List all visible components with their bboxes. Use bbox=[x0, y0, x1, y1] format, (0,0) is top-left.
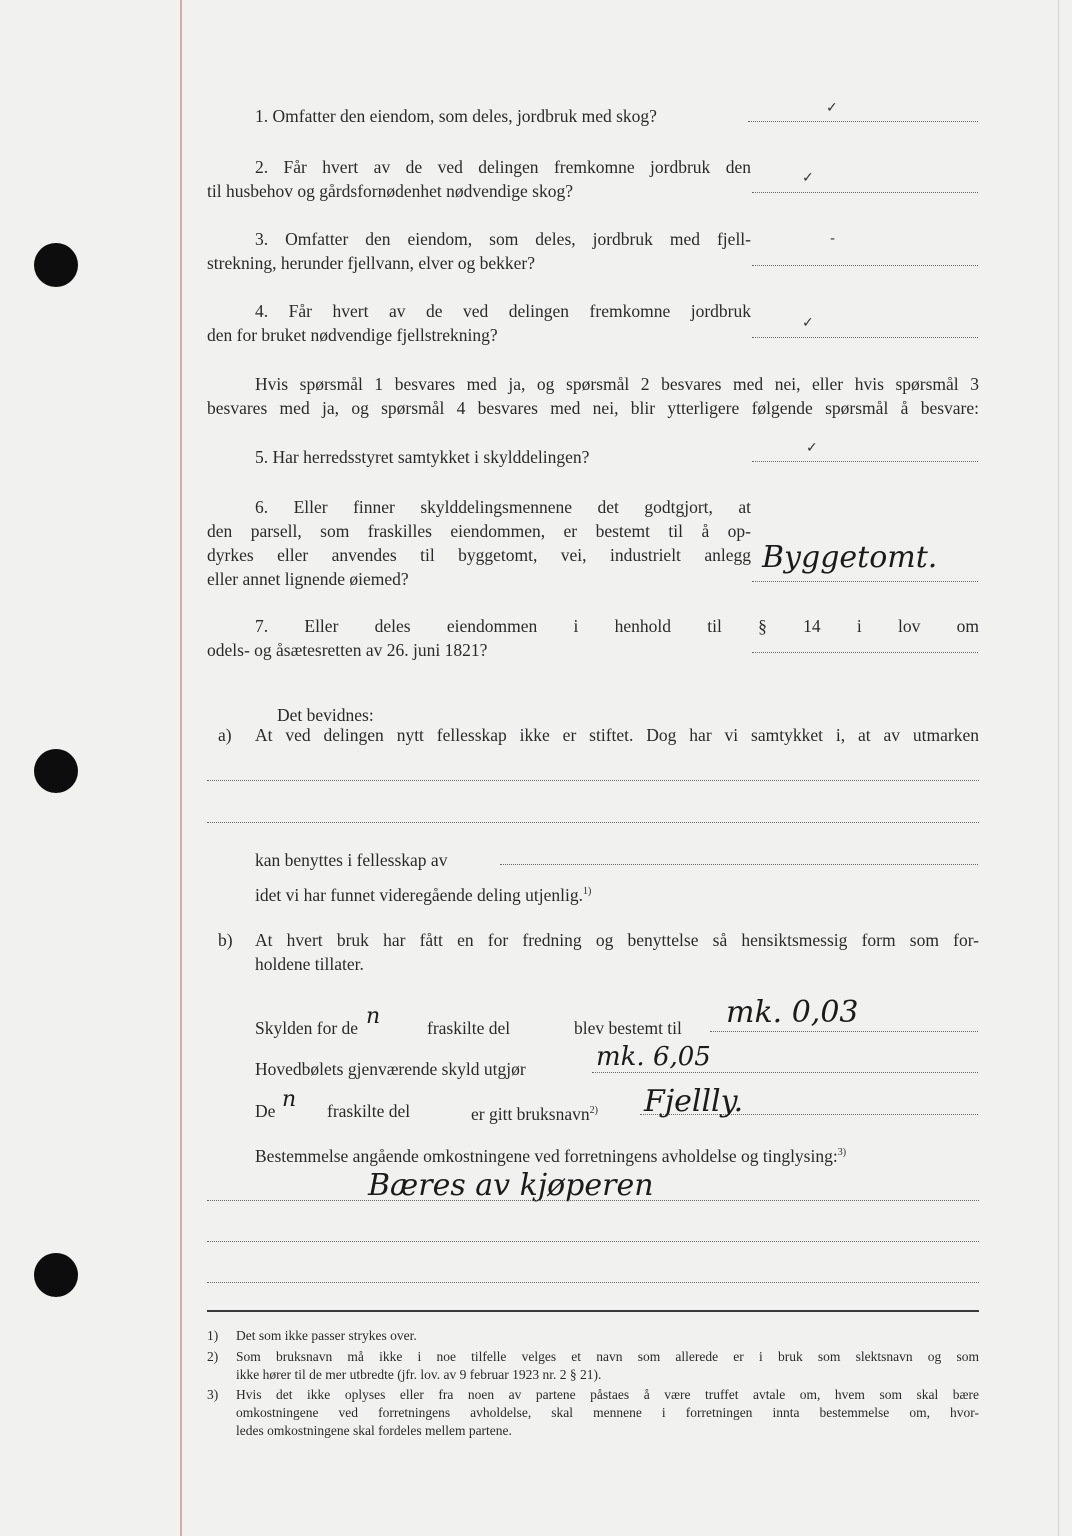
question-5: 5. Har herredsstyret samtykket i skylddelingen? bbox=[255, 447, 590, 467]
costs-label-row bbox=[255, 1141, 979, 1168]
footnote-2-num: 2) bbox=[207, 1349, 219, 1364]
bruksnavn-mid: fraskilte del bbox=[327, 1101, 411, 1121]
skyld-post: blev bestemt til bbox=[574, 1018, 682, 1038]
skyld-value: mk. 0,03 bbox=[726, 995, 859, 1030]
answer-line-1 bbox=[748, 121, 978, 122]
question-7-line1: 7. Eller deles eiendommen i henhold til § 14 i lov om bbox=[255, 616, 979, 636]
answer-2: ✓ bbox=[802, 170, 814, 186]
answer-line-7 bbox=[752, 652, 978, 653]
footnote-ref-1: 1) bbox=[583, 886, 592, 897]
answer-5: ✓ bbox=[806, 440, 818, 456]
answer-line-6 bbox=[752, 581, 978, 582]
question-4-line2: den for bruket nødvendige fjellstrekning? bbox=[207, 325, 498, 345]
question-1: 1. Omfatter den eiendom, som deles, jordbruk med skog? bbox=[255, 106, 657, 126]
skyld-mid: fraskilte del bbox=[427, 1018, 511, 1038]
question-4-line1: 4. Får hvert av de ved delingen fremkomne jordbruk bbox=[255, 301, 751, 321]
question-6-line1: 6. Eller finner skylddelingsmennene det godtgjort, at bbox=[255, 497, 751, 517]
question-6-line3: dyrkes eller anvendes til byggetomt, vei, industrielt anlegg bbox=[207, 545, 751, 565]
blank-line bbox=[500, 864, 978, 865]
bruksnavn-post-row bbox=[471, 1099, 598, 1126]
footnote-3-line2: omkostningene ved forretningens avholdelse, skal mennene i forretningen innta bestemmelse om, hvor- bbox=[236, 1405, 979, 1420]
skyld-line bbox=[710, 1031, 978, 1032]
footnote-ref-3: 3) bbox=[837, 1147, 847, 1158]
costs-label: Bestemmelse angående omkostningene ved forretningens avholdelse og tinglysing: bbox=[255, 1145, 838, 1166]
hoved-line bbox=[592, 1072, 978, 1073]
question-6-line4: eller annet lignende øiemed? bbox=[207, 569, 409, 589]
hoved-value: mk. 6,05 bbox=[596, 1042, 711, 1072]
attest-a-line3: idet vi har funnet videregående deling utjenlig. bbox=[255, 884, 584, 905]
footnote-separator bbox=[207, 1310, 979, 1312]
skyld-pre: Skylden for de bbox=[255, 1018, 359, 1038]
attest-b-line2: holdene tillater. bbox=[255, 954, 364, 974]
punch-hole bbox=[34, 243, 78, 287]
bruksnavn-post: er gitt bruksnavn bbox=[471, 1103, 590, 1124]
answer-4: ✓ bbox=[802, 315, 814, 331]
answer-line-5 bbox=[752, 461, 978, 462]
answer-3: - bbox=[830, 231, 836, 247]
attest-b-label: b) bbox=[218, 930, 233, 950]
blank-line bbox=[207, 780, 979, 781]
question-7-line2: odels- og åsætesretten av 26. juni 1821? bbox=[207, 640, 488, 660]
question-3-line1: 3. Omfatter den eiendom, som deles, jordbruk med fjell- bbox=[255, 229, 751, 249]
question-6-line2: den parsell, som fraskilles eiendommen, er bestemt til å op- bbox=[207, 521, 751, 541]
footnote-2-line1: Som bruksnavn må ikke i noe tilfelle velges et navn som allerede er i bruk som slektsnavn og som bbox=[236, 1349, 979, 1364]
condition-line2: besvares med ja, og spørsmål 4 besvares med nei, blir ytterligere følgende spørsmål å besvare: bbox=[207, 398, 979, 418]
attest-a-label: a) bbox=[218, 725, 232, 745]
answer-line-3 bbox=[752, 265, 978, 266]
attest-heading: Det bevidnes: bbox=[277, 705, 374, 725]
answer-line-2 bbox=[752, 192, 978, 193]
question-2-line1: 2. Får hvert av de ved delingen fremkomne jordbruk den bbox=[255, 157, 751, 177]
attest-a-line1: At ved delingen nytt fellesskap ikke er stiftet. Dog har vi samtykket i, at av utmarken bbox=[255, 725, 979, 745]
condition-line1: Hvis spørsmål 1 besvares med ja, og spørsmål 2 besvares med nei, eller hvis spørsmål 3 bbox=[255, 374, 979, 394]
attest-b-line1: At hvert bruk har fått en for fredning og benyttelse så hensiktsmessig form som for- bbox=[255, 930, 979, 950]
footnote-3-line3: ledes omkostningene skal fordeles mellem partene. bbox=[236, 1423, 512, 1438]
page-edge bbox=[1058, 0, 1059, 1536]
blank-line bbox=[207, 1241, 979, 1242]
attest-a-line2: kan benyttes i fellesskap av bbox=[255, 850, 448, 870]
answer-6-handwritten: Byggetomt. bbox=[762, 540, 938, 575]
punch-hole bbox=[34, 1253, 78, 1297]
bruksnavn-pre: De bbox=[255, 1101, 276, 1121]
blank-line bbox=[207, 1200, 979, 1201]
margin-line bbox=[180, 0, 182, 1536]
footnote-2-line2: ikke hører til de mer utbredte (jfr. lov. av 9 februar 1923 nr. 2 § 21). bbox=[236, 1367, 602, 1382]
blank-line bbox=[207, 1282, 979, 1283]
footnote-1: Det som ikke passer strykes over. bbox=[236, 1328, 417, 1343]
question-3-line2: strekning, herunder fjellvann, elver og bekker? bbox=[207, 253, 535, 273]
skyld-handwritten-n: n bbox=[366, 1004, 381, 1029]
footnote-ref-2: 2) bbox=[589, 1105, 598, 1116]
attest-a-line3-row bbox=[255, 880, 591, 907]
costs-value: Bæres av kjøperen bbox=[368, 1168, 654, 1203]
hoved-label: Hovedbølets gjenværende skyld utgjør bbox=[255, 1059, 526, 1079]
footnote-3-line1: Hvis det ikke oplyses eller fra noen av partene påstaes å være truffet avtale om, hvem som skal bære bbox=[236, 1387, 979, 1402]
bruksnavn-handwritten-n: n bbox=[282, 1087, 297, 1112]
answer-1: ✓ bbox=[826, 100, 838, 116]
punch-hole bbox=[34, 749, 78, 793]
footnote-3-num: 3) bbox=[207, 1387, 219, 1402]
footnote-1-num: 1) bbox=[207, 1328, 219, 1343]
bruksnavn-value: Fjellly. bbox=[644, 1084, 744, 1119]
blank-line bbox=[207, 822, 979, 823]
question-2-line2: til husbehov og gårdsfornødenhet nødvendige skog? bbox=[207, 181, 573, 201]
answer-line-4 bbox=[752, 337, 978, 338]
